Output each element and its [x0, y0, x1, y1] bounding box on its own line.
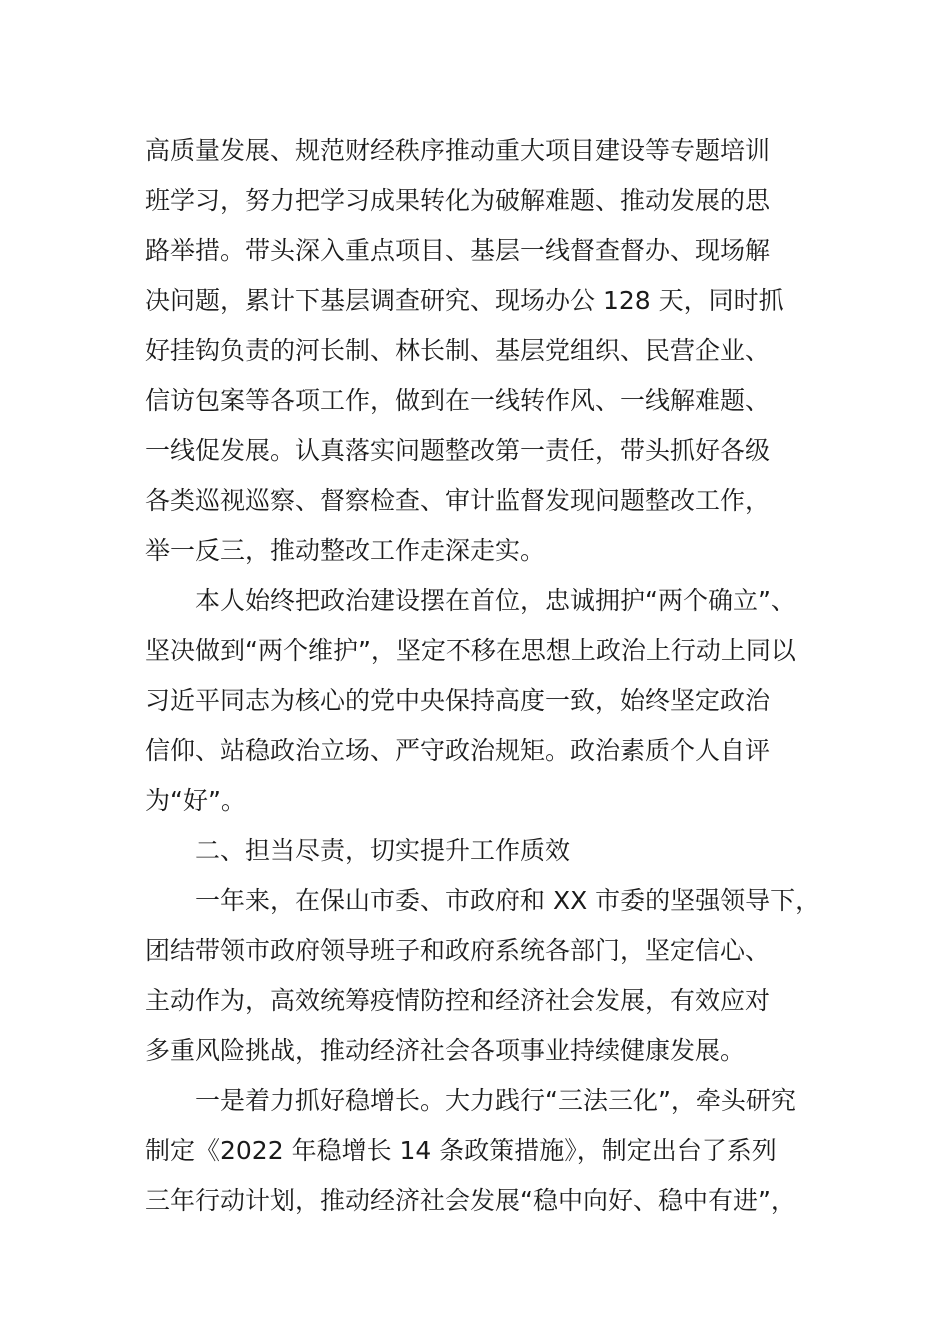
- body-text: [145, 126, 845, 1226]
- text-line: 坚决做到“两个维护”，坚定不移在思想上政治上行动上同以: [145, 636, 796, 665]
- text-line: 制定《2022 年稳增长 14 条政策措施》，制定出台了系列: [145, 1136, 777, 1165]
- text-line: 一线促发展。认真落实问题整改第一责任，带头抓好各级: [145, 436, 771, 465]
- text-line: 信仰、站稳政治立场、严守政治规矩。政治素质个人自评: [145, 736, 771, 765]
- paragraph-start-line: 一是着力抓好稳增长。大力践行“三法三化”，牵头研究: [195, 1086, 796, 1115]
- text-line: 多重风险挑战，推动经济社会各项事业持续健康发展。: [145, 1036, 746, 1065]
- text-line: 习近平同志为核心的党中央保持高度一致，始终坚定政治: [145, 686, 771, 715]
- text-line: 主动作为，高效统筹疫情防控和经济社会发展，有效应对: [145, 986, 771, 1015]
- text-line: 三年行动计划，推动经济社会发展“稳中向好、稳中有进”，: [145, 1186, 796, 1215]
- text-line: 班学习，努力把学习成果转化为破解难题、推动发展的思: [145, 186, 771, 215]
- paragraph-start-line: 一年来，在保山市委、市政府和 XX 市委的坚强领导下，: [195, 886, 821, 915]
- text-line: 举一反三，推动整改工作走深走实。: [145, 536, 546, 565]
- text-line: 信访包案等各项工作，做到在一线转作风、一线解难题、: [145, 386, 771, 415]
- text-line: 为“好”。: [145, 786, 246, 815]
- text-line: 高质量发展、规范财经秩序推动重大项目建设等专题培训: [145, 136, 771, 165]
- text-line: 决问题，累计下基层调查研究、现场办公 128 天，同时抓: [145, 286, 784, 315]
- section-heading: 二、担当尽责，切实提升工作质效: [195, 836, 571, 865]
- text-line: 路举措。带头深入重点项目、基层一线督查督办、现场解: [145, 236, 771, 265]
- text-line: 各类巡视巡察、督察检查、审计监督发现问题整改工作，: [145, 486, 771, 515]
- text-line: 好挂钩负责的河长制、林长制、基层党组织、民营企业、: [145, 336, 771, 365]
- text-line: 团结带领市政府领导班子和政府系统各部门，坚定信心、: [145, 936, 771, 965]
- paragraph-start-line: 本人始终把政治建设摆在首位，忠诚拥护“两个确立”、: [195, 586, 796, 615]
